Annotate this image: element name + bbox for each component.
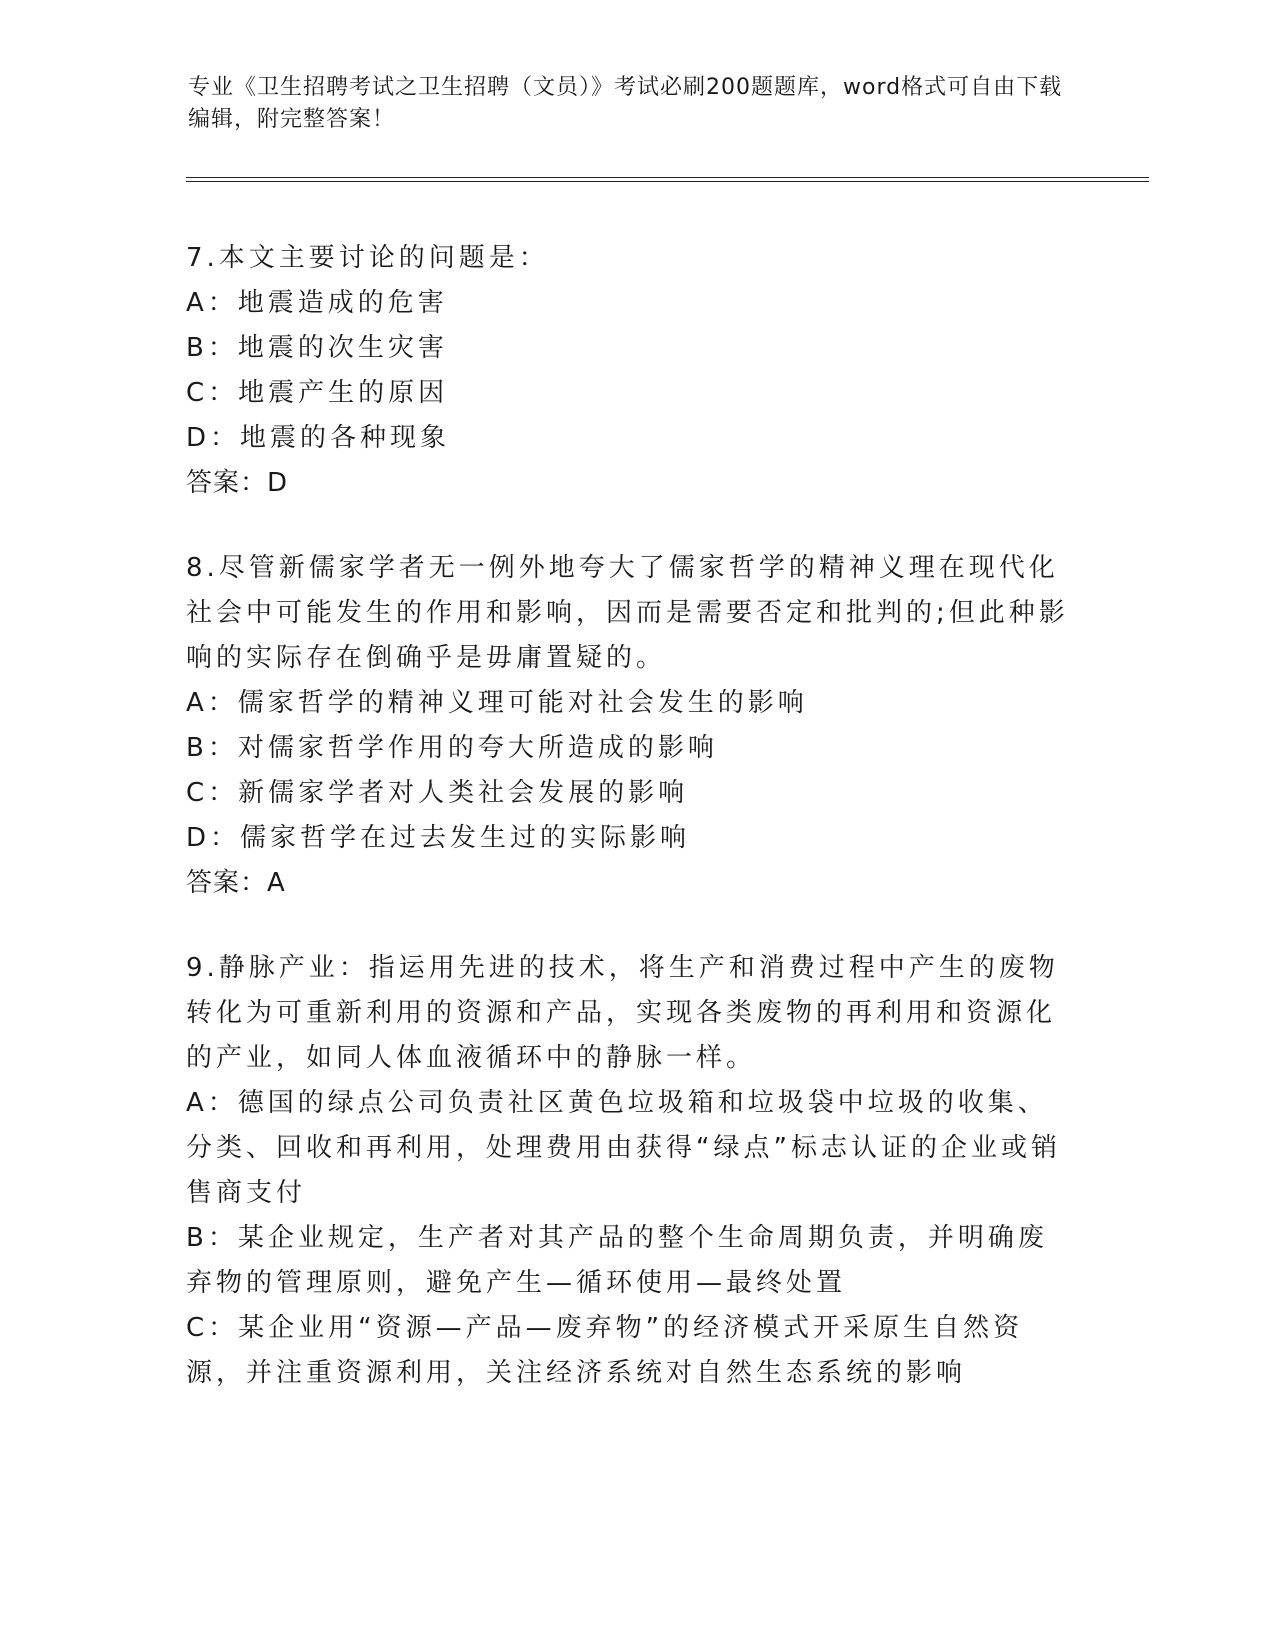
answer-label: 答案：A — [186, 868, 286, 898]
header-divider-bottom — [186, 181, 1149, 182]
option-b: B：某企业规定，生产者对其产品的整个生命周期负责，并明确废弃物的管理原则，避免产生—循环使用—最终处置 — [186, 1223, 1048, 1298]
document-header: 专业《卫生招聘考试之卫生招聘（文员）》考试必刷200题题库，word格式可自由下载编辑，附完整答案！ — [188, 75, 1063, 132]
header-divider-top — [186, 177, 1149, 178]
question-stem: 9.静脉产业：指运用先进的技术，将生产和消费过程中产生的废物转化为可重新利用的资源和产品，实现各类废物的再利用和资源化的产业，如同人体血液循环中的静脉一样。 — [186, 953, 1059, 1073]
option-b: B：对儒家哲学作用的夸大所造成的影响 — [186, 733, 718, 763]
option-a: A：地震造成的危害 — [186, 288, 448, 318]
question-8 — [186, 546, 1076, 906]
question-7 — [186, 236, 1076, 506]
option-d: D：地震的各种现象 — [186, 423, 451, 453]
option-b: B：地震的次生灾害 — [186, 333, 448, 363]
option-c: C：地震产生的原因 — [186, 378, 449, 408]
question-list — [186, 236, 1076, 1436]
option-d: D：儒家哲学在过去发生过的实际影响 — [186, 823, 691, 853]
question-9 — [186, 946, 1076, 1396]
question-stem: 8.尽管新儒家学者无一例外地夸大了儒家哲学的精神义理在现代化社会中可能发生的作用和影响，因而是需要否定和批判的;但此种影响的实际存在倒确乎是毋庸置疑的。 — [186, 553, 1069, 673]
option-a: A：儒家哲学的精神义理可能对社会发生的影响 — [186, 688, 808, 718]
option-c: C：新儒家学者对人类社会发展的影响 — [186, 778, 689, 808]
answer-label: 答案：D — [186, 468, 289, 498]
question-stem: 7.本文主要讨论的问题是： — [186, 243, 549, 273]
option-a: A：德国的绿点公司负责社区黄色垃圾箱和垃圾袋中垃圾的收集、分类、回收和再利用，处理费用由获得“绿点”标志认证的企业或销售商支付 — [186, 1088, 1061, 1208]
option-c: C：某企业用“资源—产品—废弃物”的经济模式开采原生自然资源，并注重资源利用，关注经济系统对自然生态系统的影响 — [186, 1313, 1024, 1388]
